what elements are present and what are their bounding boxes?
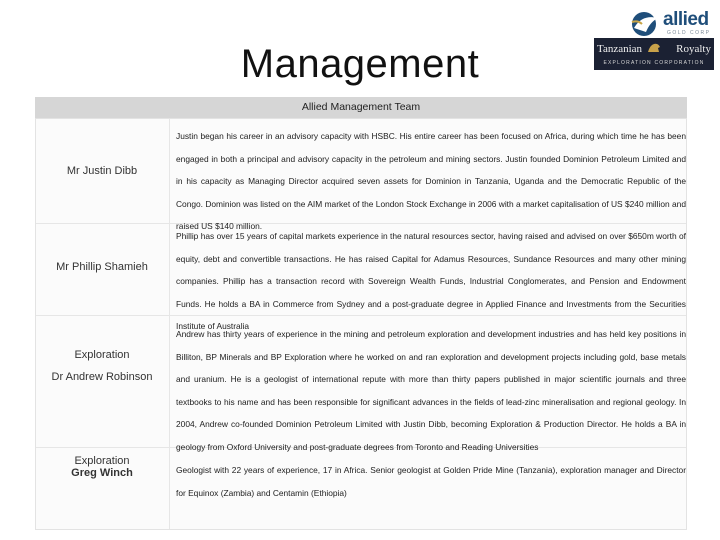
member-name: Dr Andrew Robinson <box>51 371 153 383</box>
member-role: Exploration <box>74 455 130 467</box>
member-bio: Phillip has over 15 years of capital markets experience in the natural resources sector, having raised and advised on over $650m worth of equity, debt and convertible transactions. He has raised Capital for Adamus Resources, Sundance Resources and many other mining companies. Phillip has a transaction record with Sovereign Wealth Funds, Industrial Conglomerates, and Pension and Endowment Funds. He holds a BA in Commerce from Sydney and a post-graduate degree in Applied Finance and Investments from the Securities Institute of Australia <box>176 231 686 332</box>
allied-globe-icon <box>628 10 662 38</box>
tanzanian-royalty-logo <box>594 38 714 70</box>
allied-subtitle: GOLD CORP <box>667 30 711 36</box>
member-name: Mr Justin Dibb <box>66 165 138 177</box>
team-banner: Allied Management Team <box>35 97 687 118</box>
tz-wordmark-right: Royalty <box>676 43 711 55</box>
member-bio: Geologist with 22 years of experience, 17 in Africa. Senior geologist at Golden Pride Mine (Tanzania), exploration manager and Director for Equinox (Zambia) and Centamin (Ethiopia) <box>176 465 686 498</box>
member-bio: Andrew has thirty years of experience in the mining and petroleum exploration and development industries and has held key positions in Billiton, BP Minerals and BP Exploration where he worked on and ran exploration and development projects including gold, base metals and uranium. He is a geologist of international repute with more than thirty papers published in major scientific journals and three textbooks to his name and has been responsible for significant advances in the fields of lead-zinc mineralisation and regional geology. In 2004, Andrew co-founded Dominion Petroleum Limited with Justin Dibb, becoming Exploration & Production Director. He holds a BA in geology from Oxford University and post-graduate degrees from Toronto and Reading Universities <box>176 329 686 452</box>
member-name: Greg Winch <box>71 467 133 479</box>
team-row <box>36 447 686 529</box>
page-title: Management <box>240 42 480 86</box>
member-bio: Justin began his career in an advisory capacity with HSBC. His entire career has been focused on Africa, during which time he has been engaged in both a principal and advisory capacity in the petroleum and mining sectors. Justin founded Dominion Petroleum Limited and in his capacity as Managing Director acquired seven assets for Dominion in Tanzania, Uganda and the Democratic Republic of the Congo. Dominion was listed on the AIM market of the London Stock Exchange in 2006 with a market capitalisation of US $240 million and raised US $140 million. <box>176 131 686 232</box>
allied-logo <box>628 8 716 40</box>
team-table <box>35 118 687 530</box>
team-row <box>36 315 686 452</box>
member-name: Mr Phillip Shamieh <box>56 261 148 273</box>
member-role: Exploration <box>74 349 130 361</box>
team-row <box>36 223 686 332</box>
tz-subtitle: EXPLORATION CORPORATION <box>603 60 705 66</box>
allied-wordmark: allied <box>663 9 709 30</box>
team-row <box>36 119 686 232</box>
lion-icon <box>647 42 661 54</box>
tz-wordmark-left: Tanzanian <box>597 43 643 55</box>
